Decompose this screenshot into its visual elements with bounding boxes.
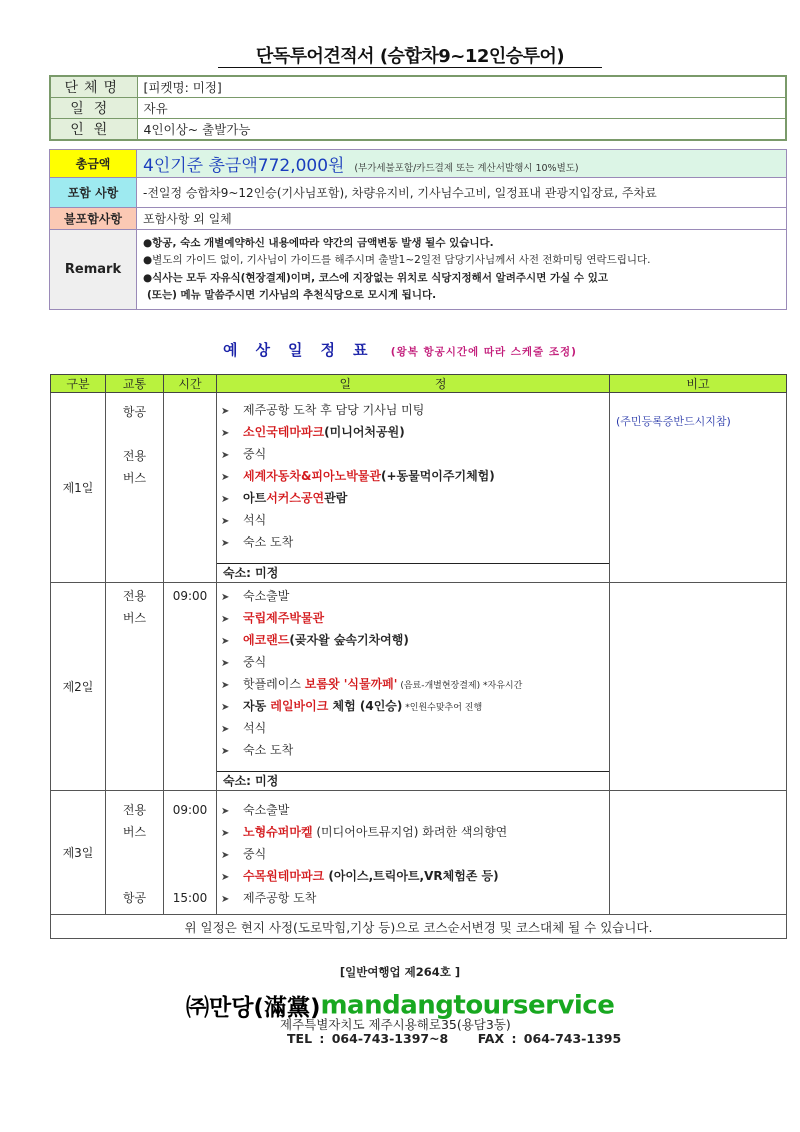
included-label: 포함 사항 <box>50 178 137 208</box>
transport-cell <box>106 583 164 791</box>
day-row <box>51 393 787 583</box>
itinerary-item: ➤ 석식 <box>221 717 609 739</box>
day-row <box>51 791 787 915</box>
itinerary-item: ➤ 중식 <box>221 843 609 865</box>
license-number: [일반여행업 제264호 ] <box>339 965 461 979</box>
company-name-ko: ㈜만당(滿黨) <box>186 995 321 1021</box>
arrow-icon: ➤ <box>221 828 230 839</box>
time-text: 09:00 <box>172 589 208 603</box>
itinerary-item: ➤ 중식 <box>221 443 609 465</box>
transport-text: 전용 <box>122 449 147 463</box>
arrow-icon: ➤ <box>221 614 230 625</box>
arrow-icon: ➤ <box>221 450 230 461</box>
arrow-icon: ➤ <box>221 806 230 817</box>
remark-list <box>137 230 787 310</box>
arrow-icon: ➤ <box>221 494 230 505</box>
total-label: 총금액 <box>50 150 137 178</box>
itinerary-item: ➤ 소인국테마파크(미니어처공원) <box>221 421 609 443</box>
day-label: 제1일 <box>51 393 106 583</box>
remark-item: ●식사는 모두 자유식(현장결제)이며, 코스에 지장없는 위치로 식당지정해서 알려주시면 가실 수 있고 <box>143 271 609 284</box>
itinerary-cell <box>217 791 610 915</box>
arrow-icon: ➤ <box>221 680 230 691</box>
included-value: -전일정 승합차9~12인승(기사님포함), 차량유지비, 기사님수고비, 일정표내 관광지입장료, 주차료 <box>137 178 787 208</box>
id-card-note: (주민등록증반드시지참) <box>616 415 731 428</box>
arrow-icon: ➤ <box>221 894 230 905</box>
schedule-disclaimer: 위 일정은 현지 사정(도로막힘,기상 등)으로 코스순서변경 및 코스대체 될 수 있습니다. <box>51 915 787 939</box>
transport-text: 전용 <box>122 589 147 603</box>
transport-text: 항공 <box>122 405 147 419</box>
remark-item: ●항공, 숙소 개별예약하신 내용에따라 약간의 금액변동 발생 될수 있습니다. <box>143 236 494 249</box>
total-value-cell <box>137 150 787 178</box>
day-row <box>51 583 787 791</box>
people-label: 인원 <box>50 119 137 141</box>
cost-table <box>49 149 787 310</box>
schedule-title: 예상일정표 <box>223 341 386 359</box>
itinerary-item: ➤ 노형슈퍼마켙 (미디어아트뮤지엄) 화려한 색의향연 <box>221 821 609 843</box>
arrow-icon: ➤ <box>221 746 230 757</box>
arrow-icon: ➤ <box>221 592 230 603</box>
itinerary-item: ➤ 석식 <box>221 509 609 531</box>
itinerary-item: ➤ 에코랜드(곶자왈 숲속기차여행) <box>221 629 609 651</box>
company-contact <box>287 1031 621 1046</box>
arrow-icon: ➤ <box>221 850 230 861</box>
schedule-footer-row <box>51 915 787 939</box>
people-value: 4인이상~ 출발가능 <box>137 119 786 141</box>
remark-item: (또는) 메뉴 말씀주시면 기사님의 추천식당으로 모시게 됩니다. <box>147 289 437 301</box>
day-label: 제2일 <box>51 583 106 791</box>
total-note: (부가세불포함/카드결제 또는 계산서발행시 10%별도) <box>354 163 579 174</box>
time-cell <box>164 791 217 915</box>
arrow-icon: ➤ <box>221 406 230 417</box>
header-time: 시간 <box>164 375 217 393</box>
company-name-en: mandangtourservice <box>320 990 615 1021</box>
itinerary-item: ➤ 숙소 도착 <box>221 531 609 553</box>
arrow-icon: ➤ <box>221 658 230 669</box>
arrow-icon: ➤ <box>221 636 230 647</box>
time-text: 09:00 <box>172 803 208 817</box>
fax-number: FAX : 064-743-1395 <box>477 1031 622 1046</box>
info-row-schedule <box>50 98 786 119</box>
schedule-value: 자유 <box>137 98 786 119</box>
day-label: 제3일 <box>51 791 106 915</box>
schedule-label: 일정 <box>50 98 137 119</box>
arrow-icon: ➤ <box>221 872 230 883</box>
schedule-heading <box>180 339 620 360</box>
time-cell <box>164 583 217 791</box>
transport-text: 버스 <box>122 825 147 839</box>
excluded-value: 포함사항 외 일체 <box>137 208 787 230</box>
remark-label: Remark <box>50 230 137 310</box>
transport-text: 전용 <box>122 803 147 817</box>
schedule-subtitle: (왕복 항공시간에 따라 스케줄 조정) <box>390 346 577 358</box>
time-text: 15:00 <box>172 891 208 905</box>
group-name-value: [피켓명: 미정] <box>137 76 786 98</box>
excluded-label: 불포함사항 <box>50 208 137 230</box>
total-amount: 4인기준 총금액772,000원 <box>143 156 345 176</box>
header-transport: 교통 <box>106 375 164 393</box>
note-cell <box>610 393 787 583</box>
schedule-header-row <box>51 375 787 393</box>
arrow-icon: ➤ <box>221 702 230 713</box>
itinerary-cell <box>217 583 610 791</box>
lodging-text: 숙소: 미정 <box>217 563 609 581</box>
info-row-people <box>50 119 786 141</box>
note-cell <box>610 583 787 791</box>
arrow-icon: ➤ <box>221 516 230 527</box>
header-itinerary: 일 정 <box>217 375 610 393</box>
info-table <box>49 75 787 141</box>
itinerary-item: ➤ 숙소출발 <box>221 585 609 607</box>
transport-cell <box>106 393 164 583</box>
itinerary-item: ➤ 국립제주박물관 <box>221 607 609 629</box>
transport-cell <box>106 791 164 915</box>
header-note: 비고 <box>610 375 787 393</box>
itinerary-item: ➤ 자동 레일바이크 체험 (4인승) *인원수맞추어 진행 <box>221 695 609 717</box>
lodging-text: 숙소: 미정 <box>217 771 609 789</box>
arrow-icon: ➤ <box>221 724 230 735</box>
itinerary-cell <box>217 393 610 583</box>
transport-text: 항공 <box>122 891 147 905</box>
phone-number: TEL : 064-743-1397~8 <box>287 1031 449 1046</box>
remark-item: ●별도의 가이드 없이, 기사님이 가이드를 해주시며 출발1~2일전 담당기사님께서 사전 전화미팅 연락드립니다. <box>143 254 651 266</box>
itinerary-item: ➤ 수목원테마파크 (아이스,트릭아트,VR체험존 등) <box>221 865 609 887</box>
info-row-group <box>50 76 786 98</box>
document-title: 단독투어견적서 (승합차9~12인승투어) <box>218 42 602 68</box>
itinerary-item: ➤ 중식 <box>221 651 609 673</box>
itinerary-item: ➤ 세계자동차&피아노박물관(+동물먹이주기체험) <box>221 465 609 487</box>
itinerary-item: ➤ 숙소출발 <box>221 799 609 821</box>
arrow-icon: ➤ <box>221 472 230 483</box>
itinerary-item: ➤ 제주공항 도착 <box>221 887 609 909</box>
itinerary-item: ➤ 제주공항 도착 후 담당 기사님 미팅 <box>221 399 609 421</box>
arrow-icon: ➤ <box>221 428 230 439</box>
itinerary-item: ➤ 아트서커스공연관람 <box>221 487 609 509</box>
transport-text: 버스 <box>122 611 147 625</box>
header-division: 구분 <box>51 375 106 393</box>
note-cell <box>610 791 787 915</box>
transport-text: 버스 <box>122 471 147 485</box>
group-name-label: 단체명 <box>50 76 137 98</box>
schedule-table <box>50 374 787 939</box>
time-cell <box>164 393 217 583</box>
itinerary-item: ➤ 핫플레이스 보롬왓 '식물까페' (음료-개별현장결제) *자유시간 <box>221 673 609 695</box>
arrow-icon: ➤ <box>221 538 230 549</box>
itinerary-item: ➤ 숙소 도착 <box>221 739 609 761</box>
company-address: 제주특별자치도 제주시용해로35(용담3동) <box>280 1017 511 1032</box>
